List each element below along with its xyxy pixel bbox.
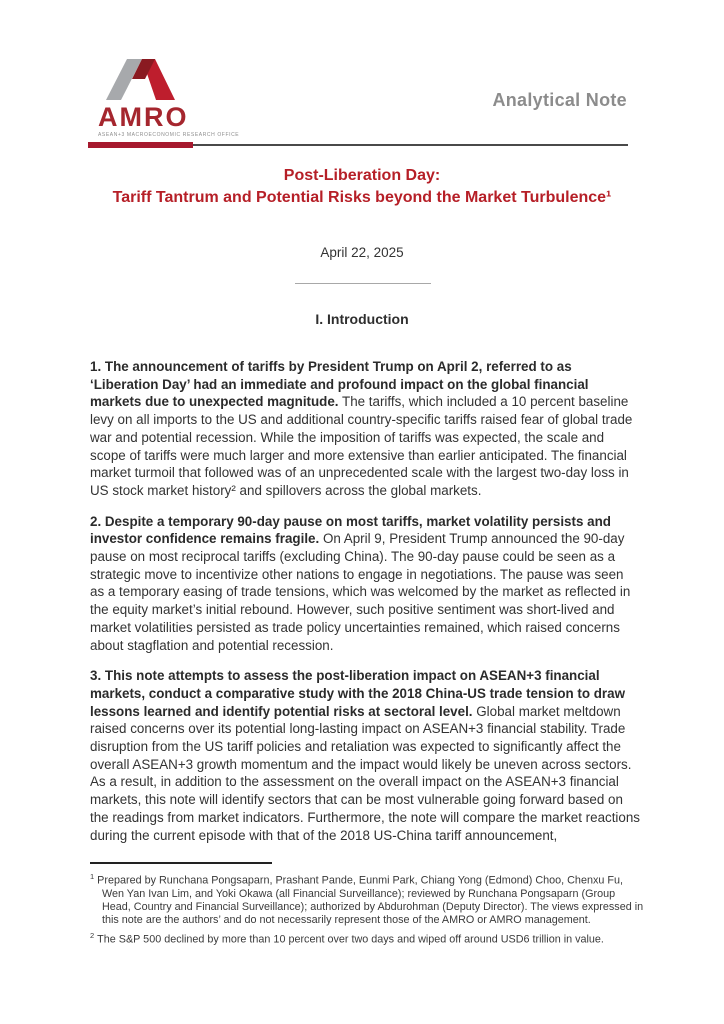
- amro-logo-icon: [98, 56, 178, 102]
- paragraph-3-body: Global market meltdown raised concerns over its potential long-lasting impact on ASEAN+3 financial stability. Trade disruption from the US tariff policies and retaliation was expected to significantly affect the overall ASEAN+3 growth momentum and the impact would likely be uneven across sectors. As a result, in addition to the assessment on the overall impact on the ASEAN+3 financial markets, this note will identify sectors that can be most vulnerable going forward based on the readings from market indicators. Furthermore, the note will compare the market reactions during the current episode with that of the 2018 US-China tariff announcement,: [90, 703, 640, 843]
- footnote-1-marker: 1: [90, 872, 95, 881]
- section-heading-introduction: I. Introduction: [315, 311, 409, 327]
- footnote-2-marker: 2: [90, 930, 95, 940]
- body-text: [90, 358, 640, 857]
- paragraph-2: [90, 513, 640, 655]
- footnote-1: [90, 870, 646, 928]
- header-rule-gray-segment: [193, 144, 628, 146]
- header-rule-red-segment: [88, 142, 193, 148]
- paragraph-2-lead: 2. Despite a temporary 90-day pause on most tariffs, market volatility persists and investor confidence remains fragile.: [90, 513, 611, 547]
- paragraph-3: [90, 667, 640, 844]
- date-divider-rule: [295, 283, 431, 284]
- document-title-line2: Tariff Tantrum and Potential Risks beyond the Market Turbulence¹: [112, 189, 612, 206]
- amro-logo: [98, 56, 239, 138]
- paragraph-2-body: On April 9, President Trump announced the 90-day pause on most reciprocal tariffs (excluding China). The 90-day pause could be seen as a strategic move to incentivize other nations to engage in negotiations. The pause was seen as a temporary easing of trade tensions, which was welcomed by the market as reflected in the equity market’s initial rebound. However, such positive sentiment was short-lived and market volatilities persisted as trade policy uncertainties remained, which raised concerns about stagflation and potential recession.: [90, 531, 631, 653]
- paragraph-1: [90, 358, 640, 500]
- document-title-line1: Post-Liberation Day:: [283, 167, 441, 184]
- paragraph-1-body: The tariffs, which included a 10 percent baseline levy on all imports to the US and additional country-specific tariffs raised fear of global trade war and potential recession. While the imposition of tariffs was expected, the scale and scope of tariffs were much larger and more extensive than earlier anticipated. The financial market turmoil that followed was of an unprecedented scale with the largest two-day loss in US stock market history² and spillovers across the global markets.: [90, 394, 633, 498]
- header-rule: [88, 142, 628, 148]
- document-type-label: Analytical Note: [492, 90, 627, 110]
- footnote-1-text: Prepared by Runchana Pongsaparn, Prashant Pande, Eunmi Park, Chiang Yong (Edmond) Choo, Chenxu Fu, Wen Yan Ivan Lim, and Yoki Okawa (all Financial Surveillance); reviewed by Runchana Pongsaparn (Group Head, Country and Financial Surveillance); authorized by Abdurohman (Deputy Director). The views expressed in this note are the authors’ and do not necessarily represent those of the AMRO or AMRO management.: [97, 874, 644, 927]
- document-title: [0, 165, 724, 209]
- footnote-separator-rule: [90, 862, 272, 864]
- paragraph-3-lead: 3. This note attempts to assess the post-liberation impact on ASEAN+3 financial markets, conduct a comparative study with the 2018 China-US trade tension to draw lessons learned and identify potential risks at sectoral level.: [90, 668, 626, 719]
- footnotes-section: [90, 862, 646, 948]
- document-date: April 22, 2025: [320, 245, 404, 260]
- footnote-2: [90, 929, 646, 947]
- logo-left-leg: [106, 59, 142, 100]
- footnote-2-text: The S&P 500 declined by more than 10 percent over two days and wiped off around USD6 trillion in value.: [97, 933, 604, 946]
- amro-tagline: ASEAN+3 MACROECONOMIC RESEARCH OFFICE: [98, 132, 240, 138]
- amro-wordmark: AMRO: [98, 102, 189, 132]
- paragraph-1-lead: 1. The announcement of tariffs by President Trump on April 2, referred to as ‘Liberation Day’ had an immediate and profound impact on the global financial markets due to unexpected magnitude.: [90, 359, 589, 410]
